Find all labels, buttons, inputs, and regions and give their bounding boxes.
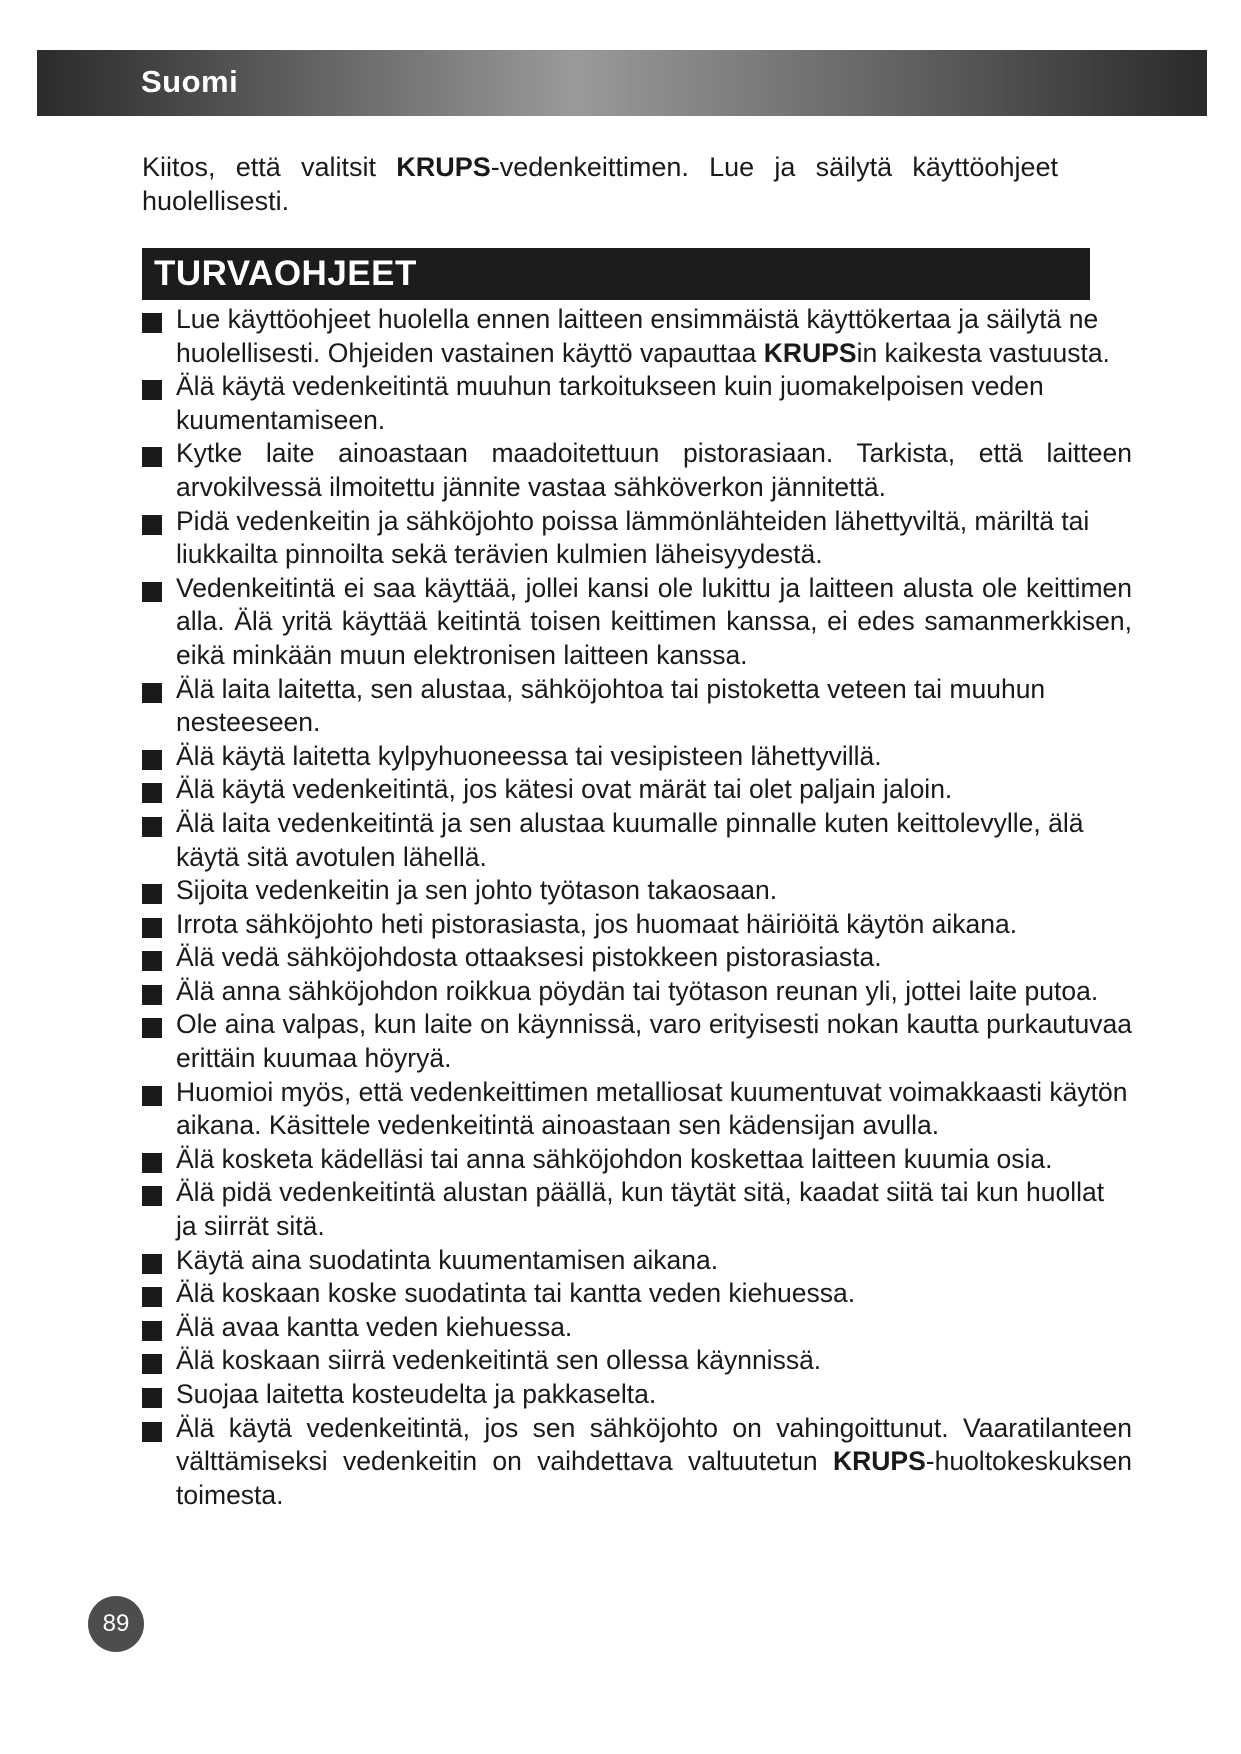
list-item-text: Älä laita laitetta, sen alustaa, sähköjohtoa tai pistoketta veteen tai muuhun nesteeseen. [176,673,1046,738]
list-item-text: Älä pidä vedenkeitintä alustan päällä, kun täytät sitä, kaadat siitä tai kun huollat ja siirrät sitä. [176,1177,1105,1242]
intro-text-before: Kiitos, että valitsit [142,152,397,182]
list-item-text-after: in kaikesta vastuusta. [856,337,1110,368]
bullet-square-icon [142,817,162,837]
list-item [142,1344,1132,1378]
list-item-text: Suojaa laitetta kosteudelta ja pakkaselta. [176,1379,657,1409]
bullet-square-icon [142,313,162,333]
page-number: 89 [102,1610,130,1637]
list-item [142,1076,1132,1143]
bullet-square-icon [142,447,162,467]
brand-name: KRUPS [763,337,857,368]
bullet-square-icon [142,1422,162,1442]
list-item [142,1311,1132,1345]
list-item-text-before: Älä käytä vedenkeitintä, jos sen sähköjohto on vahingoittunut. Vaaratilanteen välttämiseksi vedenkeitin on vaihdettava valtuutetun [176,1412,1132,1477]
language-header-bar [37,50,1207,116]
list-item [142,1244,1132,1278]
section-header [142,248,1090,300]
list-item-text: Irrota sähköjohto heti pistorasiasta, jos huomaat häiriöitä käytön aikana. [176,908,1018,939]
bullet-square-icon [142,951,162,971]
list-item-text: Älä käytä vedenkeitintä muuhun tarkoitukseen kuin juomakelpoisen veden kuumentamiseen. [176,371,1044,435]
list-item [142,370,1132,437]
list-item-text: Älä käytä laitetta kylpyhuoneessa tai vesipisteen lähettyvillä. [176,740,882,771]
bullet-square-icon [142,918,162,938]
list-item [142,1378,1132,1412]
list-item-text: Käytä aina suodatinta kuumentamisen aikana. [176,1244,719,1275]
list-item [142,1412,1132,1513]
list-item [142,1008,1132,1075]
list-item-text: Älä avaa kantta veden kiehuessa. [176,1311,573,1342]
bullet-square-icon [142,380,162,400]
bullet-square-icon [142,1388,162,1408]
list-item-text: Kytke laite ainoastaan maadoitettuun pistorasiaan. Tarkista, että laitteen arvokilvessä ilmoitettu jännite vastaa sähköverkon jännitettä. [176,438,1132,502]
safety-instructions-list [142,303,1132,1512]
list-item-text: Vedenkeitintä ei saa käyttää, jollei kansi ole lukittu ja laitteen alusta ole keittimen alla. Älä yritä käyttää keitintä toisen keittimen kanssa, ei edes samanmerkkisen, eikä minkään muun elektronisen laitteen kanssa. [176,572,1132,670]
list-item [142,1277,1132,1311]
bullet-square-icon [142,783,162,803]
list-item-text-before: Lue käyttöohjeet huolella ennen laitteen ensimmäistä käyttökertaa ja säilytä ne huolellisesti. Ohjeiden vastainen käyttö vapauttaa [176,304,1099,368]
list-item-text: Sijoita vedenkeitin ja sen johto työtason takaosaan. [176,875,778,906]
bullet-square-icon [142,750,162,770]
brand-name: KRUPS [396,152,491,182]
brand-name: KRUPS [833,1446,926,1477]
bullet-square-icon [142,1153,162,1173]
language-label: Suomi [141,64,239,99]
list-item [142,437,1132,504]
section-title: TURVAOHJEET [154,254,417,293]
list-item-text: Huomioi myös, että vedenkeittimen metalliosat kuumentuvat voimakkaasti käytön aikana. Käsittele vedenkeitintä ainoastaan sen kädensijan avulla. [176,1076,1128,1141]
intro-paragraph [142,150,1058,218]
list-item [142,773,1132,807]
bullet-square-icon [142,582,162,602]
bullet-square-icon [142,683,162,703]
bullet-square-icon [142,1186,162,1206]
bullet-square-icon [142,1287,162,1307]
list-item [142,807,1132,874]
bullet-square-icon [142,1086,162,1106]
list-item [142,1176,1132,1243]
list-item [142,572,1132,673]
list-item-text: Älä laita vedenkeitintä ja sen alustaa kuumalle pinnalle kuten keittolevylle, älä käytä sitä avotulen lähellä. [176,807,1084,872]
list-item [142,1143,1132,1177]
list-item-text-after: -huoltokeskuksen toimesta. [176,1446,1132,1510]
list-item [142,740,1132,774]
list-item-text: Älä koskaan siirrä vedenkeitintä sen ollessa käynnissä. [176,1345,822,1376]
bullet-square-icon [142,884,162,904]
list-item [142,673,1132,740]
list-item-text: Älä kosketa kädelläsi tai anna sähköjohdon koskettaa laitteen kuumia osia. [176,1143,1053,1174]
list-item-text: Ole aina valpas, kun laite on käynnissä, varo erityisesti nokan kautta purkautuvaa erittäin kuumaa höyryä. [176,1009,1132,1074]
bullet-square-icon [142,985,162,1005]
list-item-text: Älä käytä vedenkeitintä, jos kätesi ovat märät tai olet paljain jaloin. [176,774,953,805]
list-item-text: Älä koskaan koske suodatinta tai kantta veden kiehuessa. [176,1278,856,1309]
bullet-square-icon [142,1321,162,1341]
list-item-text: Pidä vedenkeitin ja sähköjohto poissa lämmönlähteiden lähettyviltä, märiltä tai liukkailta pinnoilta sekä terävien kulmien läheisyydestä. [176,505,1090,570]
list-item [142,303,1132,370]
list-item-text: Älä vedä sähköjohdosta ottaaksesi pistokkeen pistorasiasta. [176,942,882,973]
bullet-square-icon [142,1354,162,1374]
list-item [142,975,1132,1009]
list-item [142,874,1132,908]
list-item-text: Älä anna sähköjohdon roikkua pöydän tai työtason reunan yli, jottei laite putoa. [176,975,1099,1006]
intro-text-after: -vedenkeittimen. Lue ja säilytä käyttöohjeet huolellisesti. [142,152,1058,216]
bullet-square-icon [142,1254,162,1274]
list-item [142,505,1132,572]
bullet-square-icon [142,515,162,535]
bullet-square-icon [142,1018,162,1038]
list-item [142,941,1132,975]
page-number-badge [88,1596,144,1652]
list-item [142,908,1132,942]
